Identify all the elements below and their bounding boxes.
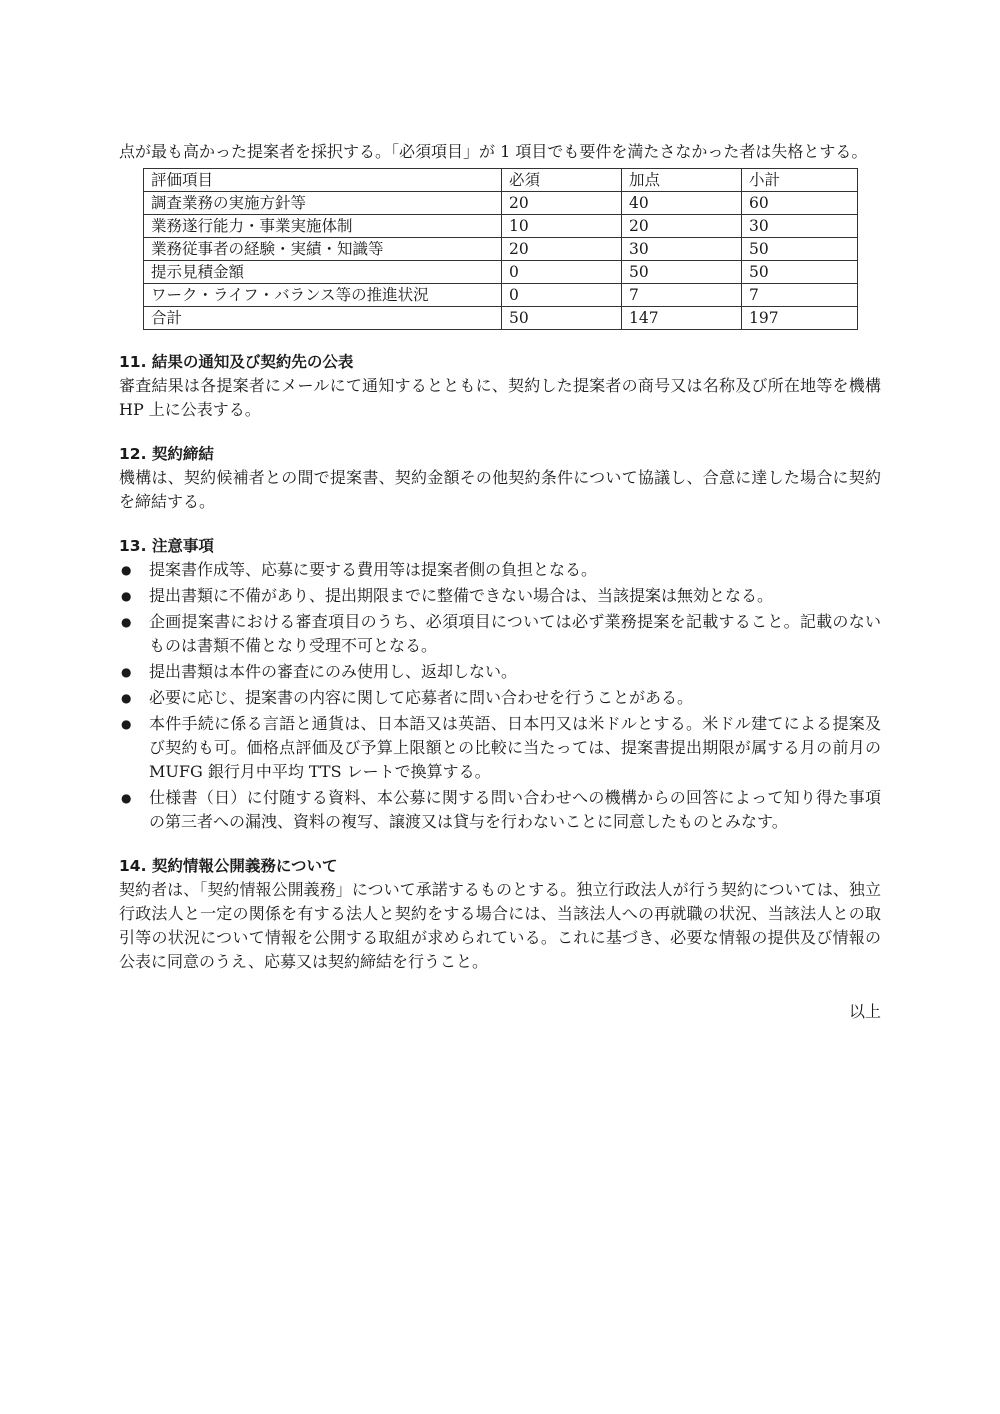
bullet-icon: ● [121,589,132,603]
table-cell: 10 [502,215,622,238]
notes-list [119,558,881,834]
table-cell: 50 [622,261,742,284]
table-header-cell: 評価項目 [144,169,502,192]
bullet-icon: ● [121,615,132,629]
list-item-text: 提案書作成等、応募に要する費用等は提案者側の負担となる。 [149,560,598,579]
section-heading: 12. 契約締結 [119,445,214,463]
table-cell: ワーク・ライフ・バランス等の推進状況 [144,284,502,307]
table-cell: 20 [502,192,622,215]
list-item [119,786,881,834]
table-cell: 40 [622,192,742,215]
closing-text: 以上 [848,1002,881,1021]
list-item [119,686,881,710]
table-cell: 0 [502,284,622,307]
table-row [144,192,858,215]
list-item-text: 仕様書（日）に付随する資料、本公募に関する問い合わせへの機構からの回答によって知り得た事項の第三者への漏洩、資料の複写、譲渡又は貸与を行わないことに同意したものとみなす。 [149,788,881,831]
bullet-icon: ● [121,563,132,577]
intro-paragraph: 点が最も高かった提案者を採択する。「必須項目」が 1 項目でも要件を満たさなかった者は失格とする。 [119,142,868,161]
table-row [144,261,858,284]
list-item [119,558,881,582]
bullet-icon: ● [121,691,132,705]
table-cell: 合計 [144,307,502,330]
section-body: 契約者は、「契約情報公開義務」について承諾するものとする。独立行政法人が行う契約については、独立行政法人と一定の関係を有する法人と契約をする場合には、当該法人への再就職の状況、当該法人との取引等の状況について情報を公開する取組が求められている。これに基づき、必要な情報の提供及び情報の公表に同意のうえ、応募又は契約締結を行うこと。 [119,880,881,971]
list-item-text: 提出書類は本件の審査にのみ使用し、返却しない。 [149,662,518,681]
section-heading: 11. 結果の通知及び契約先の公表 [119,353,354,371]
table-row [144,284,858,307]
list-item [119,712,881,784]
table-cell: 197 [742,307,858,330]
table-cell: 20 [622,215,742,238]
bullet-icon: ● [121,665,132,679]
section-heading: 14. 契約情報公開義務について [119,857,338,875]
table-cell: 業務遂行能力・事業実施体制 [144,215,502,238]
list-item-text: 提出書類に不備があり、提出期限までに整備できない場合は、当該提案は無効となる。 [149,586,774,605]
table-header-cell: 小計 [742,169,858,192]
table-row [144,238,858,261]
table-header-cell: 加点 [622,169,742,192]
table-cell: 50 [742,238,858,261]
table-cell: 147 [622,307,742,330]
table-cell: 0 [502,261,622,284]
table-cell: 60 [742,192,858,215]
document-page [119,140,881,1040]
table-cell: 7 [622,284,742,307]
list-item-text: 企画提案書における審査項目のうち、必須項目については必ず業務提案を記載すること。記載のないものは書類不備となり受理不可となる。 [149,612,881,655]
list-item [119,584,881,608]
table-cell: 7 [742,284,858,307]
section-12 [119,442,881,514]
list-item-text: 本件手続に係る言語と通貨は、日本語又は英語、日本円又は米ドルとする。米ドル建てによる提案及び契約も可。価格点評価及び予算上限額との比較に当たっては、提案書提出期限が属する月の前月の MUFG 銀行月中平均 TTS レートで換算する。 [149,714,881,781]
evaluation-table [143,168,858,330]
table-cell: 30 [742,215,858,238]
table-header-row [144,169,858,192]
section-heading: 13. 注意事項 [119,537,214,555]
table-total-row [144,307,858,330]
table-cell: 業務従事者の経験・実績・知識等 [144,238,502,261]
bullet-icon: ● [121,791,132,805]
table-header-cell: 必須 [502,169,622,192]
table-cell: 20 [502,238,622,261]
section-11 [119,350,881,422]
table-cell: 30 [622,238,742,261]
section-14 [119,854,881,974]
list-item [119,610,881,658]
table-cell: 50 [742,261,858,284]
bullet-icon: ● [121,717,132,731]
table-row [144,215,858,238]
table-cell: 50 [502,307,622,330]
section-body: 機構は、契約候補者との間で提案書、契約金額その他契約条件について協議し、合意に達した場合に契約を締結する。 [119,468,881,511]
list-item-text: 必要に応じ、提案書の内容に関して応募者に問い合わせを行うことがある。 [149,688,694,707]
section-13 [119,534,881,834]
table-cell: 調査業務の実施方針等 [144,192,502,215]
section-body: 審査結果は各提案者にメールにて通知するとともに、契約した提案者の商号又は名称及び所在地等を機構 HP 上に公表する。 [119,376,881,419]
list-item [119,660,881,684]
table-cell: 提示見積金額 [144,261,502,284]
